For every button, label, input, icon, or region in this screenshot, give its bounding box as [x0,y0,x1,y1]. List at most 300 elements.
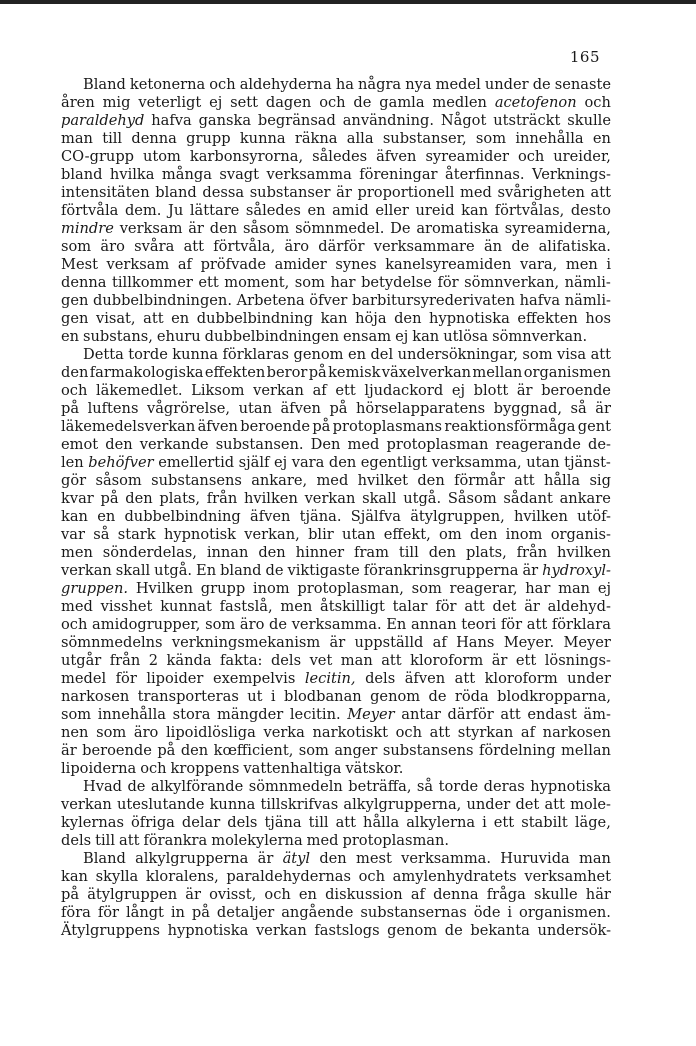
word: substansernas [360,904,467,921]
word: är [61,742,77,759]
word: sett [230,94,259,111]
word: paraldehydernas [226,868,351,885]
word: sådant [503,490,553,507]
word: och [61,616,88,633]
word: utgår [61,652,102,669]
word: några [358,76,402,93]
word: för [437,274,459,291]
word: gen [61,310,89,327]
word: Arbetena [236,292,305,309]
word: vara, [520,256,558,273]
word: bland [155,184,197,201]
word: fakta: [220,652,263,669]
word: kroppens [170,760,240,777]
text-line [61,274,611,292]
word: ätylgruppen, [410,508,505,525]
word: alla [346,130,374,147]
word: och [358,868,385,885]
word: att [526,616,548,633]
word: torde [128,346,168,363]
word: ehuru [156,328,201,345]
word: alkylgrupperna, [343,796,462,813]
word: effekten [204,364,266,381]
word: moment, [224,274,290,291]
word: ureid [415,202,455,219]
word: verkan [255,922,307,939]
word: reaktionsförmåga [444,418,576,435]
text-line [61,238,611,256]
word: nämli- [564,292,611,309]
word: desto [570,202,611,219]
word: beträffa, [348,778,412,795]
word: att [183,238,204,255]
word: blir [308,526,334,543]
word: deras [483,778,525,795]
word: dubbelbindning [124,508,241,525]
text-line [61,706,611,724]
word: annan [411,616,457,633]
word: nya [405,76,432,93]
word: mig [102,94,131,111]
word: medlen [432,94,487,111]
text-line [61,418,611,436]
word: vågrörelse, [146,400,231,417]
word: verka [263,724,305,741]
word: innehålla [515,130,584,147]
word: undersökningar, [397,346,518,363]
word: därför [447,706,494,723]
text-line [61,688,611,706]
word: äfven [197,418,238,435]
word: verkan, [244,526,300,543]
word: har [525,580,551,597]
text-line [61,292,611,310]
word: förklara [551,616,611,633]
word: denna [131,130,177,147]
word: Detta [83,346,124,363]
word: Meyer [563,634,611,651]
text-line [61,760,611,778]
word: de [265,562,284,579]
word: beror [266,364,308,381]
word: hypnotiska [167,922,249,939]
word: sömnverkan. [492,328,588,345]
word: än [483,238,503,255]
word: sig [589,472,611,489]
text-line [61,94,611,112]
word: in [170,904,185,921]
word: egentligt [360,454,428,471]
word: utöf- [577,508,611,525]
word: talar [392,598,428,615]
word: med [316,472,349,489]
word: förtvålas, [494,202,565,219]
word: hålla [363,814,400,831]
word: för [435,598,457,615]
word: grupp [200,580,246,597]
word: läkemedelsverkan [61,418,196,435]
word: utgå. [403,490,442,507]
word: ketonerna [129,76,206,93]
word: en [592,130,611,147]
word: visa [557,346,587,363]
word: plats, [159,490,201,507]
word: fördelning [478,742,556,759]
word: stabilt [521,814,568,831]
word: gruppen. [61,580,129,597]
word: paraldehyd [61,112,145,129]
text-line [61,130,611,148]
word: som [294,274,325,291]
word: den [180,742,209,759]
word: Hvad [83,778,123,795]
word: svåra [134,238,175,255]
word: protoplasman, [297,580,404,597]
word: En [386,616,407,633]
word: fastslå, [219,598,273,615]
word: kemisk [328,364,381,381]
text-line [61,148,611,166]
word: hålla [543,472,581,489]
text-line [61,616,611,634]
word: hvilken [557,544,611,561]
word: mindre [61,220,114,237]
word: hypnotiska [429,310,510,327]
word: utom [142,148,181,165]
word: ej [395,328,409,345]
text-line [61,364,611,382]
word: den [428,544,457,561]
word: svårigheten [497,184,585,201]
word: från [206,490,238,507]
word: Meyer [347,706,395,723]
word: att [119,832,140,849]
word: nämli- [564,274,611,291]
word: svagt [219,166,260,183]
word: ankare, [251,472,308,489]
word: skulle [567,112,611,129]
word: som [205,616,236,633]
word: organismen. [519,904,611,921]
word: amid [332,202,369,219]
word: således [312,148,368,165]
word: man [340,652,373,669]
word: ensam [343,328,392,345]
word: det [515,796,540,813]
word: de [532,76,551,93]
word: kloroform [410,652,484,669]
word: medel [435,76,481,93]
word: bland [61,166,103,183]
word: amylenhydratets [392,868,517,885]
word: hvilken [513,508,568,525]
word: stora [172,706,211,723]
word: lipoidlösliga [166,724,256,741]
word: verksamma. [401,850,492,867]
text-line [61,436,611,454]
text-line [61,922,611,940]
word: under [567,670,611,687]
word: hvilket [357,472,408,489]
word: och [209,76,236,93]
word: den [61,364,89,381]
word: om [439,526,462,543]
word: kanelsyreamiden [385,256,512,273]
word: verkan [253,382,304,399]
word: så [416,778,434,795]
word: en [97,508,116,525]
word: ett [335,382,356,399]
word: verksamma [266,166,352,183]
word: hvilka [109,166,155,183]
text-line [61,580,611,598]
word: läge, [574,814,611,831]
text-line [61,778,611,796]
word: ätylgruppen [87,886,178,903]
text-line [61,328,611,346]
text-line [61,670,611,688]
word: läkemedlet. [96,382,183,399]
text-line [61,814,611,832]
word: höja [355,310,387,327]
word: att [381,652,402,669]
word: den [105,436,133,453]
word: Mest [61,256,98,273]
word: len [61,454,84,471]
text-line [61,472,611,490]
word: räkna [294,130,338,147]
word: uteslutande [117,796,205,813]
word: äro [239,616,265,633]
word: dubbelbindning [196,310,314,327]
word: antar [401,706,441,723]
word: protoplasmans [332,418,443,435]
word: Den [310,436,341,453]
word: så [93,526,110,543]
word: Själfva [350,508,401,525]
word: kan [61,508,88,525]
word: bland [220,562,262,579]
word: öfriga [131,814,175,831]
word: synes [335,256,377,273]
word: narkotiskt [312,724,388,741]
word: beroende [82,742,152,759]
word: den [209,220,238,237]
word: anger [334,742,378,759]
word: kœfficient, [213,742,294,759]
word: exempelvis [212,670,296,687]
word: sömnmedelns [61,634,163,651]
word: emot [61,436,99,453]
word: begränsad [257,112,336,129]
word: kan [412,328,440,345]
word: mole- [570,796,611,813]
word: med [61,598,93,615]
word: gent [577,418,611,435]
word: förankra [143,832,208,849]
word: på [191,904,210,921]
word: organis- [550,526,611,543]
word: till [95,832,116,849]
word: detaljer [216,904,275,921]
word: verkan [61,562,112,579]
word: att [500,706,521,723]
word: grupp [186,130,231,147]
word: den [319,850,347,867]
word: den [258,544,286,561]
word: på [329,400,348,417]
word: substanser, [382,130,467,147]
word: som [96,724,127,741]
word: genom [293,346,344,363]
word: dels [270,652,302,669]
word: diskussion [325,886,403,903]
word: under [466,796,511,813]
word: alkylgrupperna [135,850,249,867]
word: dels [365,670,396,687]
word: vätskor. [345,760,404,777]
word: förtvåla [61,202,119,219]
word: utan [238,400,272,417]
word: styrkan [457,724,514,741]
word: luftens [87,400,139,417]
word: äfven [280,400,321,417]
word: som [298,742,329,759]
word: lösnings- [544,652,611,669]
word: kunna [239,130,286,147]
text-line [61,310,611,328]
word: under [484,76,529,93]
text-line [61,598,611,616]
word: från [516,544,548,561]
word: föreningar [359,166,438,183]
word: fråga [486,886,526,903]
word: genom [370,688,421,705]
word: alkylerna [406,814,476,831]
word: kylernas [61,814,124,831]
word: narkosen [542,724,611,741]
word: pröfvade [200,256,266,273]
word: röda [454,688,489,705]
word: på [312,418,331,435]
word: ej [451,382,465,399]
word: Ju [168,202,184,219]
word: skylla [95,868,139,885]
word: är [595,400,611,417]
word: som [411,580,442,597]
word: tillkommer [112,274,193,291]
word: och [319,94,346,111]
word: hydroxyl- [542,562,611,579]
word: är [257,850,274,867]
word: kloroform [484,670,558,687]
word: Meyer. [503,634,555,651]
word: på [61,400,80,417]
word: ätyl [282,850,311,867]
word: förklaras [222,346,290,363]
word: Ätylgruppens [61,922,160,939]
text-line [61,742,611,760]
text-line [61,490,611,508]
word: hypnotisk [163,526,236,543]
word: utan [342,526,376,543]
word: af [177,256,192,273]
word: är [491,652,508,669]
word: Såsom [447,490,497,507]
word: protoplasman [386,436,489,453]
word: vet [309,652,333,669]
word: de [444,922,463,939]
word: dessa [202,184,245,201]
word: de [353,94,372,111]
word: såsom [242,220,290,237]
word: men [565,256,598,273]
word: sömnmedel. [295,220,385,237]
word: blodbanan [284,688,362,705]
word: växelverkan [381,364,472,381]
word: öfver [309,292,348,309]
word: många [161,166,212,183]
word: fastslogs [314,922,380,939]
word: är [524,598,540,615]
word: lättare [189,202,240,219]
word: substans, [83,328,153,345]
word: alkylförande [150,778,244,795]
word: till [102,130,123,147]
word: skall [115,562,151,579]
word: alifatiska. [538,238,611,255]
word: äro [100,238,125,255]
word: aromatiska [416,220,499,237]
word: Huruvida [500,850,570,867]
word: i [606,256,611,273]
word: som [522,346,553,363]
word: lipoider [146,670,204,687]
word: äro [133,724,159,741]
word: af [520,724,536,741]
word: denna [433,886,479,903]
word: här [585,886,611,903]
text-line [61,400,611,418]
word: på [157,742,176,759]
word: verksamma. [291,616,382,633]
text-line [61,832,611,850]
word: ovisst, [209,886,257,903]
word: teori [461,616,497,633]
word: tjäna [264,814,302,831]
word: amider [274,256,327,273]
word: har [330,274,356,291]
word: dubbelbindningen [204,328,339,345]
word: reagerar, [449,580,518,597]
word: verksam [106,256,170,273]
text-line [61,508,611,526]
word: verksammare [373,238,475,255]
word: verkan [61,796,112,813]
word: den [417,472,445,489]
word: vara [291,454,325,471]
word: dem. [124,202,162,219]
word: att [429,724,451,741]
word: är [336,184,352,201]
word: man [558,580,591,597]
text-line [61,256,611,274]
word: dels [227,814,258,831]
word: mest [355,850,392,867]
text-line [61,652,611,670]
word: ureider, [553,148,611,165]
word: till [308,814,329,831]
